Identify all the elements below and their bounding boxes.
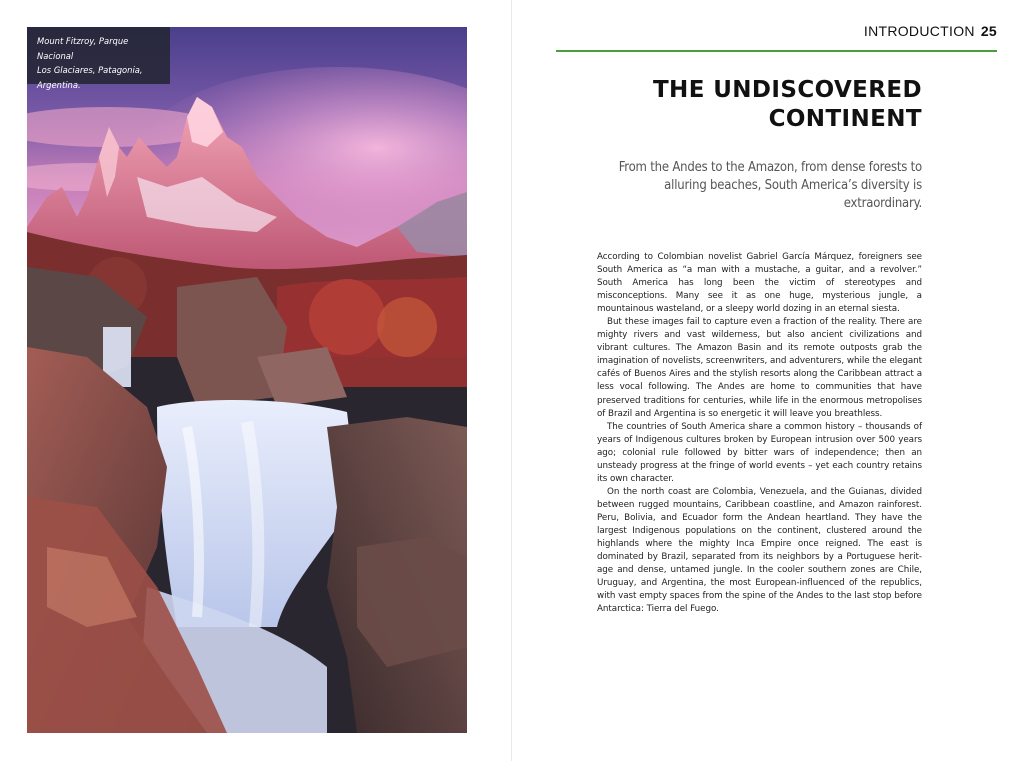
body-paragraph: On the north coast are Colombia, Venezuela, and the Guianas, divided between rugged mountains, Caribbean coastline, and Amazon rainforest. Peru, Bolivia, and Ecuador form the Andean heartland. They have the largest Indigenous populations on the continent, clustered around the highlands where the mighty Inca Empire once reigned. The east is dominated by Brazil, separated from its neighbors by a Portuguese heritage and dense, untamed jungle. In the cooler southern zones are Chile, Uruguay, and Argentina, the most European-influenced of the republics, with vast empty spaces from the spine of the Andes to the last stop before Antarctica: Tierra del Fuego. [597,486,922,615]
caption-line: Los Glaciares, Patagonia, [37,65,143,76]
body-paragraph: But these images fail to capture even a fraction of the reality. There are mighty rivers and vast wilderness, but also ancient civilizations and vibrant cultures. The Amazon Basin and its remote outposts grab the imagination of novelists, screenwriters, and adventurers, while the elegant cafés of Buenos Aires and the stylish resorts along the Caribbean attract a less vocal following. The Andes are home to communities that have preserved traditions for centuries, while life in the enormous metropolises of Brazil and Argentina is so energetic it will leave you breathless. [597,317,922,419]
photo-illustration [27,27,467,733]
page-gutter [511,0,512,761]
section-name: INTRODUCTION [863,23,975,39]
page-number: 25 [980,23,997,39]
title-line: CONTINENT [768,106,922,132]
caption-line: Argentina. [37,79,81,90]
mountain-waterfall-photo [27,27,467,733]
standfirst: From the Andes to the Amazon, from dense forests to alluring beaches, South America’s diversity is extraordinary. [618,160,922,211]
caption-line: Mount Fitzroy, Parque Nacional [37,36,129,61]
body-paragraph: According to Colombian novelist Gabriel García Márquez, foreigners see South America as “a man with a mustache, a guitar, and a revolver.” South America has long been the victim of stereotypes and misconceptions. Many see it as one huge, mysterious jungle, a mountainous wasteland, or a sleepy world dozing in an eternal siesta. [597,252,922,315]
article-body [597,251,922,616]
title-line: THE UNDISCOVERED [652,77,922,103]
running-head [864,23,997,39]
header-rule [556,50,997,52]
photo-caption [27,27,170,90]
body-paragraph: The countries of South America share a common history – thousands of years of Indigenous cultures broken by European intrusion over 500 years ago; colonial rule followed by bitter wars of independence; then an unsteady progress at the fringe of world events – yet each country retains its own character. [597,421,922,484]
page-title [542,76,922,134]
